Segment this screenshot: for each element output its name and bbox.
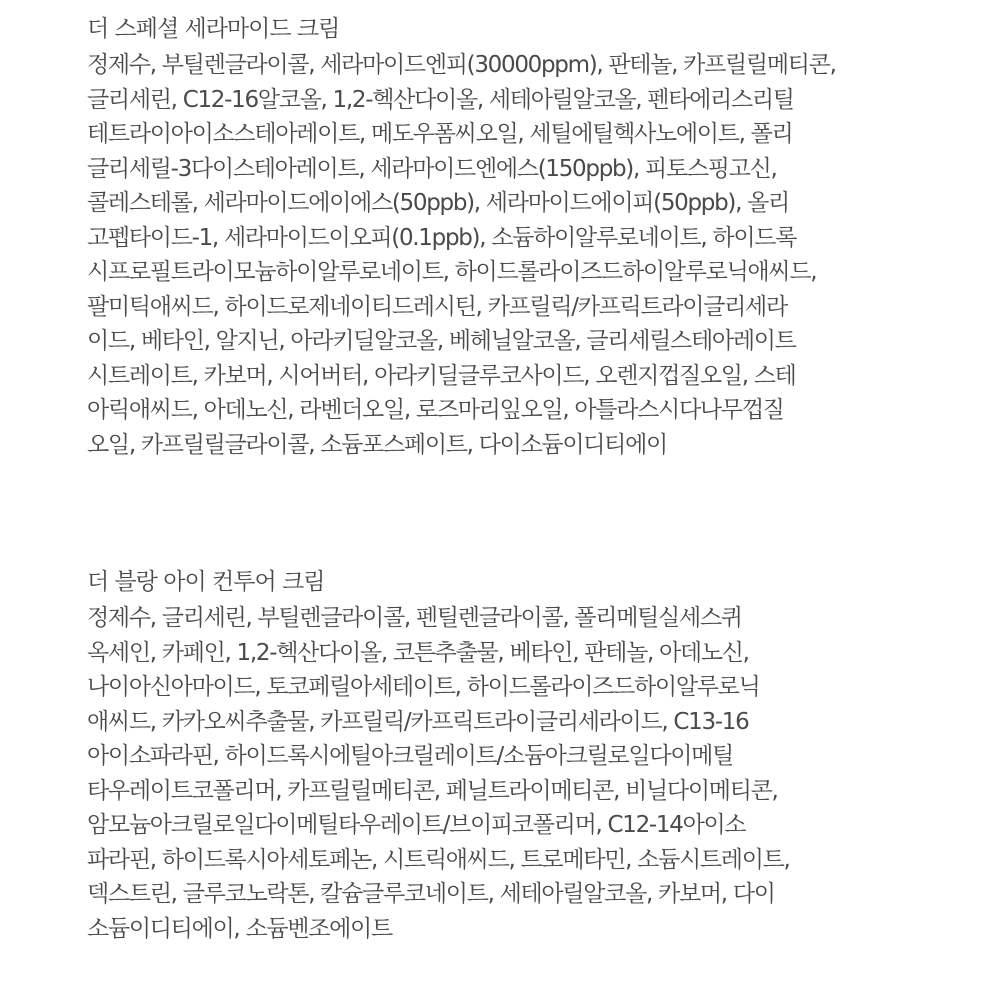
ingredients-line: 옥세인, 카페인, 1,2-헥산다이올, 코튼추출물, 베타인, 판테놀, 아데노신, bbox=[87, 639, 749, 666]
ingredients-line: 팔미틱애씨드, 하이드로제네이티드레시틴, 카프릴릭/카프릭트라이글리세라 bbox=[87, 293, 787, 320]
ingredients-line: 애씨드, 카카오씨추출물, 카프릴릭/카프릭트라이글리세라이드, C13-16 bbox=[87, 708, 749, 735]
ingredients-line: 정제수, 부틸렌글라이콜, 세라마이드엔피(30000ppm), 판테놀, 카프릴릴메티콘, bbox=[87, 52, 836, 78]
product-ingredients-block bbox=[87, 10, 987, 462]
ingredients-line: 글리세릴-3다이스테아레이트, 세라마이드엔에스(150ppb), 피토스핑고신, bbox=[87, 155, 777, 182]
ingredients-line: 글리세린, C12-16알코올, 1,2-헥산다이올, 세테아릴알코올, 펜타에리스리틸 bbox=[87, 86, 794, 113]
ingredients-line: 테트라이아이소스테아레이트, 메도우폼씨오일, 세틸에틸헥사노에이트, 폴리 bbox=[87, 121, 793, 147]
ingredients-line: 콜레스테롤, 세라마이드에이에스(50ppb), 세라마이드에이피(50ppb), 올리 bbox=[87, 190, 789, 216]
ingredients-line: 시프로필트라이모늄하이알루로네이트, 하이드롤라이즈드하이알루로닉애씨드, bbox=[87, 259, 817, 285]
ingredients-line: 암모늄아크릴로일다이메틸타우레이트/브이피코폴리머, C12-14아이소 bbox=[87, 812, 746, 838]
ingredients-line: 아이소파라핀, 하이드록시에틸아크릴레이트/소듐아크릴로일다이메틸 bbox=[87, 743, 734, 769]
ingredients-list bbox=[87, 48, 987, 462]
product-title: 더 스페셜 세라마이드 크림 bbox=[87, 16, 340, 42]
ingredients-line: 아릭애씨드, 아데노신, 라벤더오일, 로즈마리잎오일, 아틀라스시다나무껍질 bbox=[87, 397, 784, 423]
ingredients-line: 오일, 카프릴릴글라이콜, 소듐포스페이트, 다이소듐이디티에이 bbox=[87, 431, 667, 458]
ingredients-list bbox=[87, 601, 987, 946]
ingredients-line: 타우레이트코폴리머, 카프릴릴메티콘, 페닐트라이메티콘, 비닐다이메티콘, bbox=[87, 777, 778, 804]
ingredients-line: 시트레이트, 카보머, 시어버터, 아라키딜글루코사이드, 오렌지껍질오일, 스테 bbox=[87, 362, 796, 389]
ingredients-line: 고펩타이드-1, 세라마이드이오피(0.1ppb), 소듐하이알루로네이트, 하이드록 bbox=[87, 224, 797, 251]
ingredients-line: 덱스트린, 글루코노락톤, 칼슘글루코네이트, 세테아릴알코올, 카보머, 다이 bbox=[87, 881, 775, 907]
ingredients-line: 정제수, 글리세린, 부틸렌글라이콜, 펜틸렌글라이콜, 폴리메틸실세스퀴 bbox=[87, 605, 742, 631]
product-title: 더 블랑 아이 컨투어 크림 bbox=[87, 569, 325, 595]
ingredients-line: 나이아신아마이드, 토코페릴아세테이트, 하이드롤라이즈드하이알루로닉 bbox=[87, 674, 760, 700]
ingredients-line: 소듐이디티에이, 소듐벤조에이트 bbox=[87, 915, 392, 942]
ingredients-line: 파라핀, 하이드록시아세토페논, 시트릭애씨드, 트로메타민, 소듐시트레이트, bbox=[87, 846, 790, 873]
ingredients-line: 이드, 베타인, 알지닌, 아라키딜알코올, 베헤닐알코올, 글리세릴스테아레이트 bbox=[87, 328, 796, 354]
product-ingredients-block bbox=[87, 563, 987, 946]
